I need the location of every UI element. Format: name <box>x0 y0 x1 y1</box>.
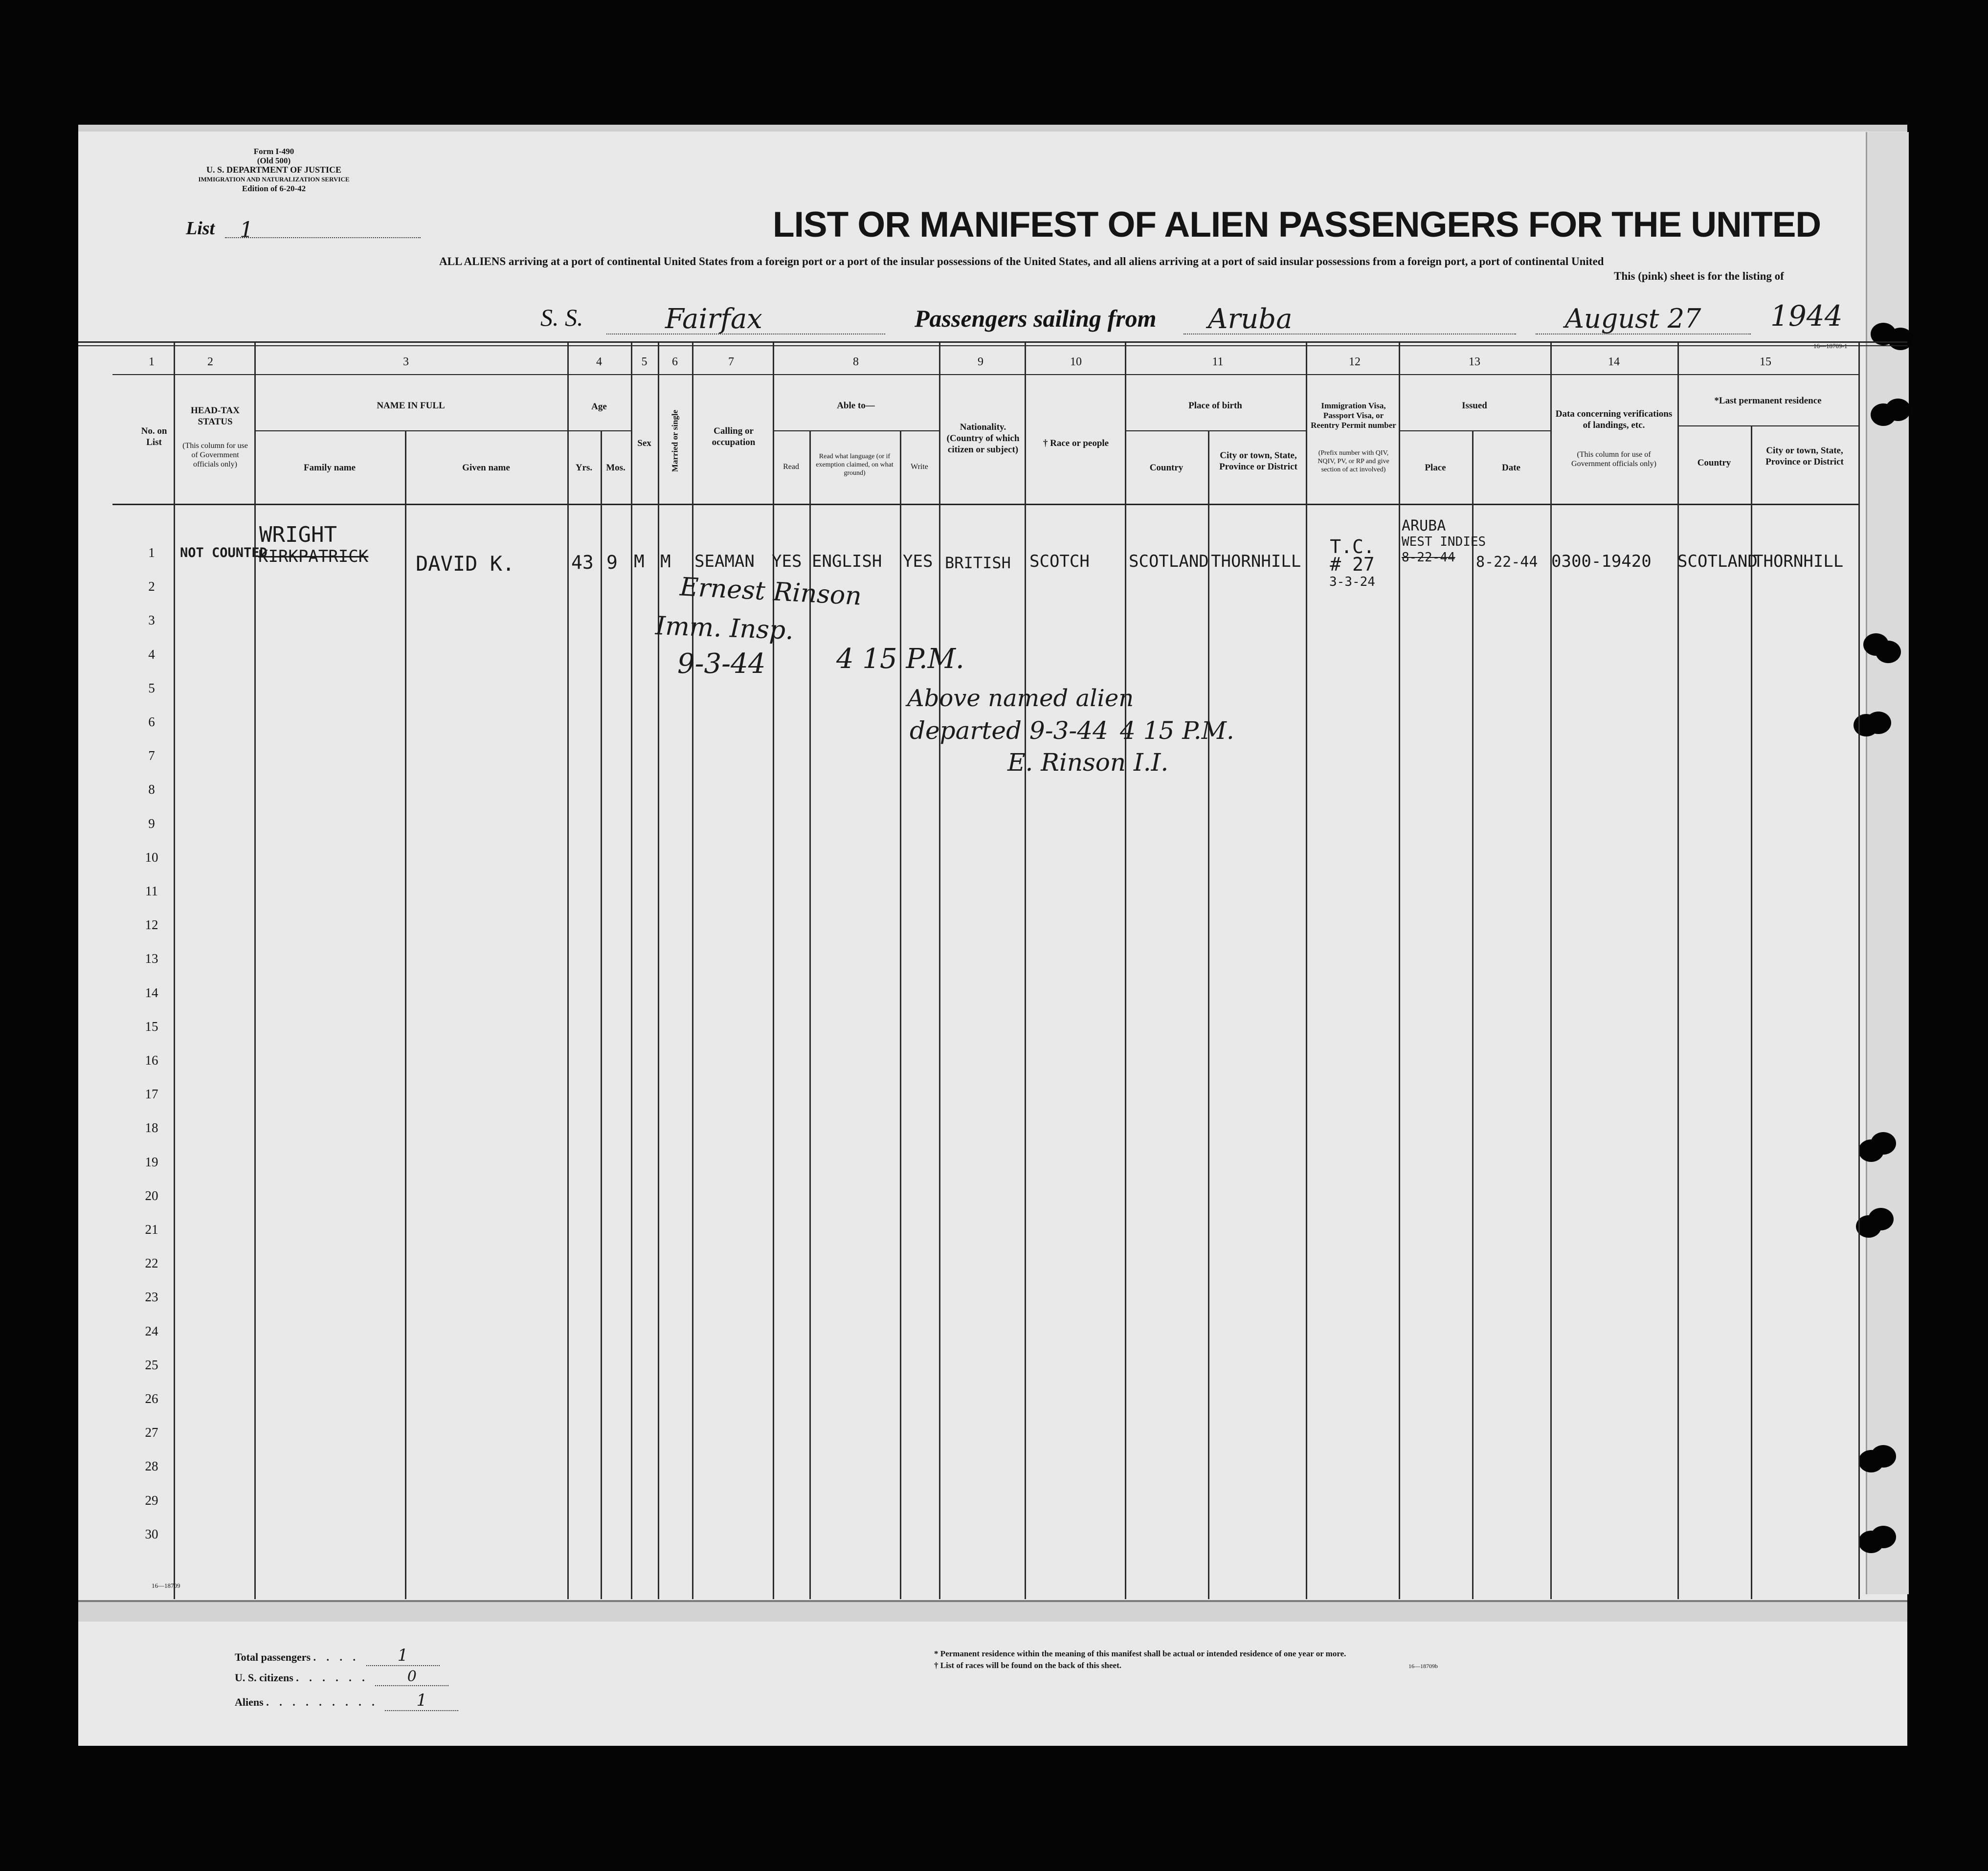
col-rule <box>1125 342 1126 1599</box>
col-number: 1 <box>149 356 155 368</box>
rule <box>567 430 631 431</box>
col-rule <box>405 430 406 1599</box>
header-sex: Sex <box>637 438 651 448</box>
entry-birth-country: SCOTLAND <box>1129 552 1209 571</box>
row-number: 27 <box>145 1425 158 1440</box>
entry-res-country: SCOTLAND <box>1677 552 1758 571</box>
punch-hole <box>1868 1208 1894 1230</box>
col-rule <box>1550 342 1552 1599</box>
col-rule <box>1858 342 1860 1599</box>
col-rule <box>631 342 632 1599</box>
entry-visa-line2: # 27 <box>1330 554 1375 575</box>
ship-field <box>606 303 885 334</box>
row-number: 16 <box>145 1053 158 1068</box>
col-rule <box>1472 430 1474 1599</box>
col-number: 11 <box>1212 356 1224 368</box>
entry-issued-place-line2: WEST INDIES <box>1402 535 1486 549</box>
total-passengers-value: 1 <box>366 1646 440 1666</box>
rule <box>1677 425 1858 426</box>
sheet-top-edge <box>78 125 1907 132</box>
row-number: 21 <box>145 1222 158 1237</box>
rule <box>78 345 1907 346</box>
header-date: Date <box>1502 463 1520 473</box>
header-mos: Mos. <box>606 463 625 473</box>
note-time: 4 15 P.M. <box>1120 716 1234 745</box>
note-line1: Above named alien <box>907 685 1134 712</box>
header-read-language: Read what language (or if exemption claimed, on what ground) <box>816 453 893 477</box>
col-number: 2 <box>207 356 213 368</box>
header-visa: Immigration Visa, Passport Visa, or Reentry Permit number <box>1311 401 1396 430</box>
row-number: 20 <box>145 1188 158 1203</box>
header-head-tax: HEAD-TAX STATUS <box>191 405 240 427</box>
header-calling: Calling or occupation <box>712 426 756 447</box>
col-rule <box>900 430 901 1599</box>
department: U. S. DEPARTMENT OF JUSTICE <box>206 165 342 175</box>
row-number: 28 <box>145 1459 158 1473</box>
total-passengers-row: Total passengers . . . . 1 <box>235 1646 458 1668</box>
header-given-name: Given name <box>462 463 510 473</box>
col-rule <box>254 342 256 1599</box>
bottom-code: 16—18709 <box>152 1582 180 1589</box>
row-number: 24 <box>145 1324 158 1338</box>
row-number: 8 <box>148 782 155 797</box>
row-number: 17 <box>145 1087 158 1101</box>
row-number: 1 <box>148 545 155 560</box>
rule <box>78 341 1907 343</box>
row-number: 6 <box>148 714 155 729</box>
row-number: 30 <box>145 1527 158 1541</box>
col-rule <box>692 342 693 1599</box>
header-res-city: City or town, State, Province or District <box>1765 445 1844 467</box>
aliens-row: Aliens . . . . . . . . . 1 <box>235 1691 458 1713</box>
col-rule <box>1677 342 1679 1599</box>
list-field <box>225 218 421 243</box>
row-number: 2 <box>148 579 155 594</box>
entry-family-name: WRIGHT <box>259 522 337 547</box>
entry-issued-place-struck: 8-22-44 <box>1402 550 1455 565</box>
row-number: 9 <box>148 816 155 831</box>
col-number: 3 <box>403 356 409 368</box>
col-number: 4 <box>596 356 602 368</box>
aliens-value: 1 <box>385 1691 458 1711</box>
row-number: 5 <box>148 681 155 695</box>
header-read: Read <box>783 463 799 471</box>
header-data-note: (This column for use of Government officials only) <box>1571 450 1656 468</box>
entry-head-tax: NOT COUNTED <box>180 545 268 560</box>
header-nationality: Nationality. (Country of which citizen or subject) <box>946 422 1020 455</box>
header-city: City or town, State, Province or District <box>1219 450 1297 472</box>
row-number: 3 <box>148 613 155 627</box>
rule <box>1399 430 1550 431</box>
form-number: Form I-490 <box>253 147 294 156</box>
header-res-country: Country <box>1697 458 1731 468</box>
entry-nationality: BRITISH <box>945 554 1011 572</box>
col-rule <box>567 342 569 1599</box>
entry-race: SCOTCH <box>1029 552 1090 571</box>
entry-married: M <box>660 552 671 572</box>
entry-family-name-struck: KIRKPATRICK <box>258 547 369 566</box>
sheet-right-strip <box>1866 132 1909 1594</box>
header-data-concerning: Data concerning verifications of landings, etc. <box>1555 409 1673 430</box>
date-field <box>1536 303 1751 334</box>
us-citizens-label: U. S. citizens <box>235 1671 293 1684</box>
note-line2: departed 9-3-44 <box>910 716 1108 745</box>
row-number: 14 <box>145 985 158 1000</box>
header-name-in-full: NAME IN FULL <box>377 401 445 411</box>
sheet-bottom-edge <box>78 1600 1907 1622</box>
row-number: 25 <box>145 1358 158 1372</box>
col-number: 7 <box>728 356 734 368</box>
header-yrs: Yrs. <box>575 463 593 473</box>
entry-visa <box>1311 538 1394 591</box>
col-rule <box>939 342 940 1599</box>
footnote-code: 16—18709b <box>1408 1663 1438 1670</box>
entry-birth-city: THORNHILL <box>1211 552 1301 571</box>
row-number: 23 <box>145 1290 158 1304</box>
header-family-name: Family name <box>303 463 356 473</box>
col-number: 8 <box>853 356 859 368</box>
totals <box>235 1646 458 1713</box>
entry-visa-line1: T.C. <box>1330 536 1375 557</box>
footnote-races: † List of races will be found on the back of this sheet. <box>934 1661 1121 1670</box>
entry-occupation: SEAMAN <box>694 552 755 571</box>
punch-hole <box>1871 1445 1896 1468</box>
form-old: (Old 500) <box>257 156 291 165</box>
ship-name: Fairfax <box>665 303 762 335</box>
col-rule <box>658 342 659 1599</box>
col-rule <box>174 342 175 1599</box>
entry-given-name: DAVID K. <box>416 552 515 576</box>
rule <box>773 430 939 431</box>
entry-yrs: 43 <box>571 552 594 573</box>
entry-language: ENGLISH <box>812 552 882 571</box>
header-place-of-birth: Place of birth <box>1188 401 1242 411</box>
signer-date: 9-3-44 <box>677 648 766 680</box>
row-number: 15 <box>145 1019 158 1034</box>
col-number: 15 <box>1760 356 1771 368</box>
entry-sex: M <box>634 552 645 572</box>
entry-write: YES <box>903 552 933 571</box>
row-number: 18 <box>145 1120 158 1135</box>
entry-read: YES <box>772 552 802 571</box>
top-code <box>1813 342 1847 350</box>
entry-mos: 9 <box>606 552 618 573</box>
form-header <box>166 147 381 193</box>
punch-hole <box>1885 399 1911 421</box>
row-number: 26 <box>145 1391 158 1406</box>
col-number: 9 <box>978 356 983 368</box>
port-name: Aruba <box>1208 303 1293 335</box>
header-country: Country <box>1149 463 1184 473</box>
col-number: 12 <box>1349 356 1361 368</box>
subtitle-line2: This (pink) sheet is for the listing of <box>1614 270 1784 282</box>
service: IMMIGRATION AND NATURALIZATION SERVICE <box>198 176 350 183</box>
col-number: 10 <box>1070 356 1082 368</box>
col-rule <box>773 342 774 1599</box>
row-number: 22 <box>145 1256 158 1270</box>
page-title: LIST OR MANIFEST OF ALIEN PASSENGERS FOR THE UNITED <box>773 205 1821 245</box>
us-citizens-value: 0 <box>375 1668 448 1686</box>
aliens-label: Aliens <box>235 1696 264 1708</box>
col-rule <box>1399 342 1400 1599</box>
header-married: Married or single <box>670 409 680 472</box>
col-number: 14 <box>1608 356 1620 368</box>
rule <box>112 504 1858 505</box>
punch-hole <box>1888 328 1913 350</box>
col-number: 5 <box>641 356 648 368</box>
sailing-label: Passengers sailing from <box>915 305 1157 332</box>
sailing-year: 1944 <box>1770 299 1843 333</box>
header-issued: Issued <box>1462 401 1487 411</box>
punch-hole <box>1876 641 1901 663</box>
header-visa-note: (Prefix number with QIV, NQIV, PV, or RP and give section of act involved) <box>1318 449 1389 473</box>
signer-title: Imm. Insp. <box>655 611 794 646</box>
row-number: 12 <box>145 917 158 932</box>
entry-visa-line3: 3-3-24 <box>1329 575 1375 589</box>
col-rule <box>601 430 602 1599</box>
col-rule <box>1025 342 1026 1599</box>
col-rule <box>1751 425 1752 1599</box>
entry-verification: 0300-19420 <box>1551 552 1652 571</box>
row-number: 11 <box>145 884 158 898</box>
header-age: Age <box>591 401 607 412</box>
col-number: 6 <box>672 356 678 368</box>
edition: Edition of 6-20-42 <box>242 184 306 193</box>
us-citizens-row: U. S. citizens . . . . . . 0 <box>235 1668 458 1691</box>
col-number: 13 <box>1469 356 1480 368</box>
rule <box>112 374 1858 375</box>
rule <box>254 430 567 431</box>
row-number: 7 <box>148 748 155 763</box>
punch-hole <box>1871 1526 1896 1548</box>
note-signature: E. Rinson I.I. <box>1007 748 1169 777</box>
punch-hole <box>1854 714 1879 736</box>
row-number: 19 <box>145 1155 158 1169</box>
header-no-on-list: No. on List <box>141 426 167 447</box>
entry-issued-date: 8-22-44 <box>1476 554 1538 571</box>
ss-label: S. S. <box>540 304 583 331</box>
sailing-date: August 27 <box>1565 303 1701 334</box>
row-number: 10 <box>145 850 158 865</box>
port-field <box>1184 303 1516 334</box>
footnote-residence: * Permanent residence within the meaning of this manifest shall be actual or intended residence of one year or more. <box>934 1649 1346 1658</box>
entry-issued-place-line1: ARUBA <box>1402 517 1446 535</box>
entry-res-city: THORNHILL <box>1753 552 1844 571</box>
signer-name: Ernest Rinson <box>679 572 863 611</box>
row-number: 4 <box>148 647 155 662</box>
total-passengers-label: Total passengers <box>235 1651 311 1663</box>
header-place: Place <box>1425 463 1446 473</box>
row-number: 13 <box>145 951 158 966</box>
col-rule <box>1306 342 1307 1599</box>
header-race: † Race or people <box>1043 438 1109 448</box>
manifest-sheet <box>78 127 1907 1746</box>
list-number: 1 <box>240 218 253 243</box>
signer-time: 4 15 P.M. <box>836 643 964 675</box>
col-rule <box>1208 430 1209 1599</box>
row-number: 29 <box>145 1493 158 1508</box>
header-write: Write <box>911 463 928 471</box>
list-label: List <box>186 218 215 239</box>
rule <box>1125 430 1306 431</box>
header-head-tax-note: (This column for use of Government officials only) <box>182 442 248 468</box>
header-last-residence: *Last permanent residence <box>1714 396 1822 406</box>
entry-issued-place <box>1402 518 1486 565</box>
punch-hole <box>1871 1132 1896 1155</box>
header-able-to: Able to— <box>837 401 875 411</box>
subtitle-line1: ALL ALIENS arriving at a port of continental United States from a foreign port or a port of the insular possessions of the United States, and all aliens arriving at a port of said insular possessions from a foreign port, a port of continental United <box>439 255 1604 267</box>
